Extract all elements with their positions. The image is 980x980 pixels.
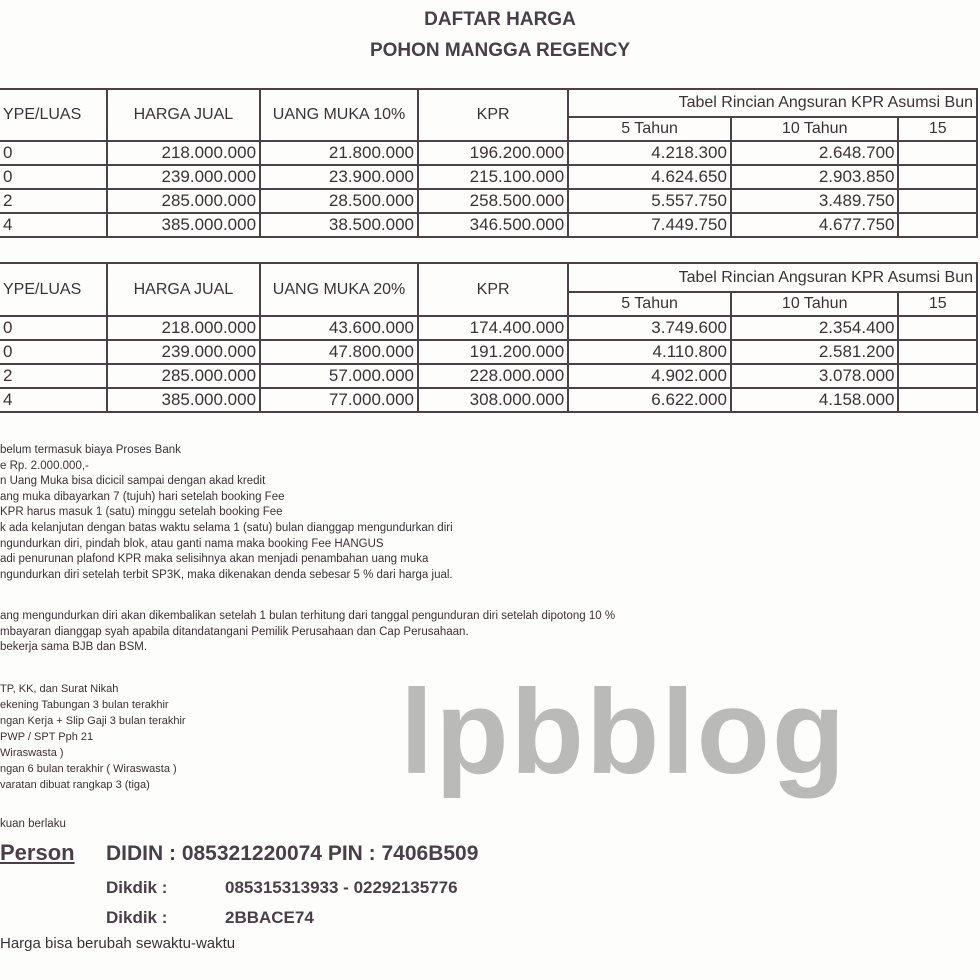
contact-value-3: 2BBACE74	[225, 908, 314, 927]
note-line: mbayaran dianggap syah apabila ditandatangani Pemilik Perusahaan dan Cap Perusahaan.	[0, 625, 469, 638]
cell-y10: 3.078.000	[731, 364, 899, 388]
header-y15: 15	[898, 292, 977, 316]
contact-value-2: 085315313933 - 02292135776	[225, 878, 458, 897]
cell-um: 77.000.000	[260, 388, 418, 412]
header-type: YPE/LUAS	[0, 89, 107, 141]
header-rincian: Tabel Rincian Angsuran KPR Asumsi Bun	[568, 263, 977, 292]
cell-harga: 218.000.000	[107, 316, 260, 340]
price-table-1	[0, 88, 978, 238]
cell-kpr: 308.000.000	[418, 388, 568, 412]
cell-harga: 385.000.000	[107, 388, 260, 412]
cell-y5: 4.110.800	[568, 340, 731, 364]
note-line: ngundurkan diri setelah terbit SP3K, maka dikenakan denda sebesar 5 % dari harga jual.	[0, 568, 453, 581]
notes-requirements	[0, 682, 186, 794]
cell-15	[898, 213, 977, 237]
header-y10: 10 Tahun	[731, 292, 899, 316]
cell-kpr: 346.500.000	[418, 213, 568, 237]
cell-y10: 2.903.850	[731, 165, 899, 189]
cell-um: 43.600.000	[260, 316, 418, 340]
cell-um: 21.800.000	[260, 141, 418, 165]
note-line: Wiraswasta )	[0, 747, 64, 759]
notes-validity	[0, 817, 66, 833]
cell-y5: 3.749.600	[568, 316, 731, 340]
cell-y10: 4.677.750	[731, 213, 899, 237]
cell-15	[898, 189, 977, 213]
table-row	[0, 213, 977, 237]
cell-type: 0	[0, 316, 107, 340]
table-row	[0, 388, 977, 412]
cell-15	[898, 165, 977, 189]
cell-kpr: 174.400.000	[418, 316, 568, 340]
cell-15	[898, 316, 977, 340]
table-row	[0, 364, 977, 388]
cell-um: 57.000.000	[260, 364, 418, 388]
contact-didin: DIDIN : 085321220074 PIN : 7406B509	[106, 842, 479, 865]
cell-15	[898, 340, 977, 364]
note-line: ekening Tabungan 3 bulan terakhir	[0, 699, 169, 711]
cell-y5: 6.622.000	[568, 388, 731, 412]
cell-kpr: 196.200.000	[418, 141, 568, 165]
note-line: KPR harus masuk 1 (satu) minggu setelah booking Fee	[0, 506, 283, 519]
note-line: bekerja sama BJB dan BSM.	[0, 641, 148, 654]
header-harga: HARGA JUAL	[107, 263, 260, 316]
price-table-2	[0, 262, 978, 413]
cell-um: 38.500.000	[260, 213, 418, 237]
table-row	[0, 340, 977, 364]
cell-y10: 3.489.750	[731, 189, 899, 213]
note-line: ngan Kerja + Slip Gaji 3 bulan terakhir	[0, 715, 186, 727]
cell-harga: 385.000.000	[107, 213, 260, 237]
note-line: n Uang Muka bisa dicicil sampai dengan akad kredit	[0, 475, 266, 488]
header-kpr: KPR	[418, 263, 568, 316]
header-um: UANG MUKA 20%	[260, 263, 418, 316]
cell-type: 4	[0, 388, 107, 412]
cell-type: 0	[0, 340, 107, 364]
cell-y5: 4.902.000	[568, 364, 731, 388]
contact-label: Person	[0, 840, 75, 865]
header-rincian: Tabel Rincian Angsuran KPR Asumsi Bun	[568, 89, 977, 117]
header-type: YPE/LUAS	[0, 263, 107, 316]
cell-y10: 2.581.200	[731, 340, 899, 364]
note-line: kuan berlaku	[0, 818, 66, 830]
cell-type: 0	[0, 165, 107, 189]
cell-y10: 2.648.700	[731, 141, 899, 165]
header-y5: 5 Tahun	[568, 117, 731, 141]
cell-harga: 218.000.000	[107, 141, 260, 165]
note-line: PWP / SPT Pph 21	[0, 731, 94, 743]
cell-15	[898, 388, 977, 412]
cell-um: 47.800.000	[260, 340, 418, 364]
cell-um: 23.900.000	[260, 165, 418, 189]
cell-kpr: 258.500.000	[418, 189, 568, 213]
table-row	[0, 165, 977, 189]
cell-harga: 285.000.000	[107, 189, 260, 213]
table-row	[0, 189, 977, 213]
header-kpr: KPR	[418, 89, 568, 141]
note-line: ngan 6 bulan terakhir ( Wiraswasta )	[0, 763, 177, 775]
note-line: ang muka dibayarkan 7 (tujuh) hari setelah booking Fee	[0, 490, 285, 503]
table-row	[0, 141, 977, 165]
note-line: ngundurkan diri, pindah blok, atau ganti nama maka booking Fee HANGUS	[0, 537, 384, 550]
cell-15	[898, 364, 977, 388]
table-row	[0, 316, 977, 340]
cell-y5: 5.557.750	[568, 189, 731, 213]
note-line: TP, KK, dan Surat Nikah	[0, 683, 119, 695]
note-line: ang mengundurkan diri akan dikembalikan setelah 1 bulan terhitung dari tanggal pengunduran diri setelah dipotong 10 %	[0, 610, 616, 622]
cell-harga: 239.000.000	[107, 340, 260, 364]
cell-y10: 2.354.400	[731, 316, 899, 340]
cell-kpr: 228.000.000	[418, 364, 568, 388]
notes-refund	[0, 609, 615, 656]
cell-type: 4	[0, 213, 107, 237]
cell-kpr: 191.200.000	[418, 340, 568, 364]
note-line: belum termasuk biaya Proses Bank	[0, 444, 181, 456]
header-um: UANG MUKA 10%	[260, 89, 418, 141]
header-harga: HARGA JUAL	[107, 89, 260, 141]
cell-y5: 7.449.750	[568, 213, 731, 237]
note-line: e Rp. 2.000.000,-	[0, 459, 89, 472]
cell-harga: 239.000.000	[107, 165, 260, 189]
note-line: adi penurunan plafond KPR maka selisihnya akan menjadi penambahan uang muka	[0, 553, 429, 566]
cell-type: 2	[0, 189, 107, 213]
cell-um: 28.500.000	[260, 189, 418, 213]
doc-title-1: DAFTAR HARGA	[424, 9, 576, 30]
contact-name-2: Dikdik :	[106, 878, 168, 897]
cell-harga: 285.000.000	[107, 364, 260, 388]
cell-y5: 4.624.650	[568, 165, 731, 189]
cell-kpr: 215.100.000	[418, 165, 568, 189]
cell-15	[898, 141, 977, 165]
note-line: k ada kelanjutan dengan batas waktu selama 1 (satu) bulan dianggap mengundurkan diri	[0, 521, 453, 534]
note-line: varatan dibuat rangkap 3 (tiga)	[0, 779, 150, 791]
contact-name-3: Dikdik :	[106, 908, 168, 927]
watermark: lpbblog	[400, 665, 848, 799]
footer-note: Harga bisa berubah sewaktu-waktu	[0, 935, 236, 952]
cell-type: 2	[0, 364, 107, 388]
notes-costs	[0, 443, 453, 583]
cell-y5: 4.218.300	[568, 141, 731, 165]
cell-y10: 4.158.000	[731, 388, 899, 412]
doc-title-2: POHON MANGGA REGENCY	[369, 40, 631, 61]
header-y10: 10 Tahun	[731, 117, 899, 141]
header-y15: 15	[898, 117, 977, 141]
cell-type: 0	[0, 141, 107, 165]
header-y5: 5 Tahun	[568, 292, 731, 316]
